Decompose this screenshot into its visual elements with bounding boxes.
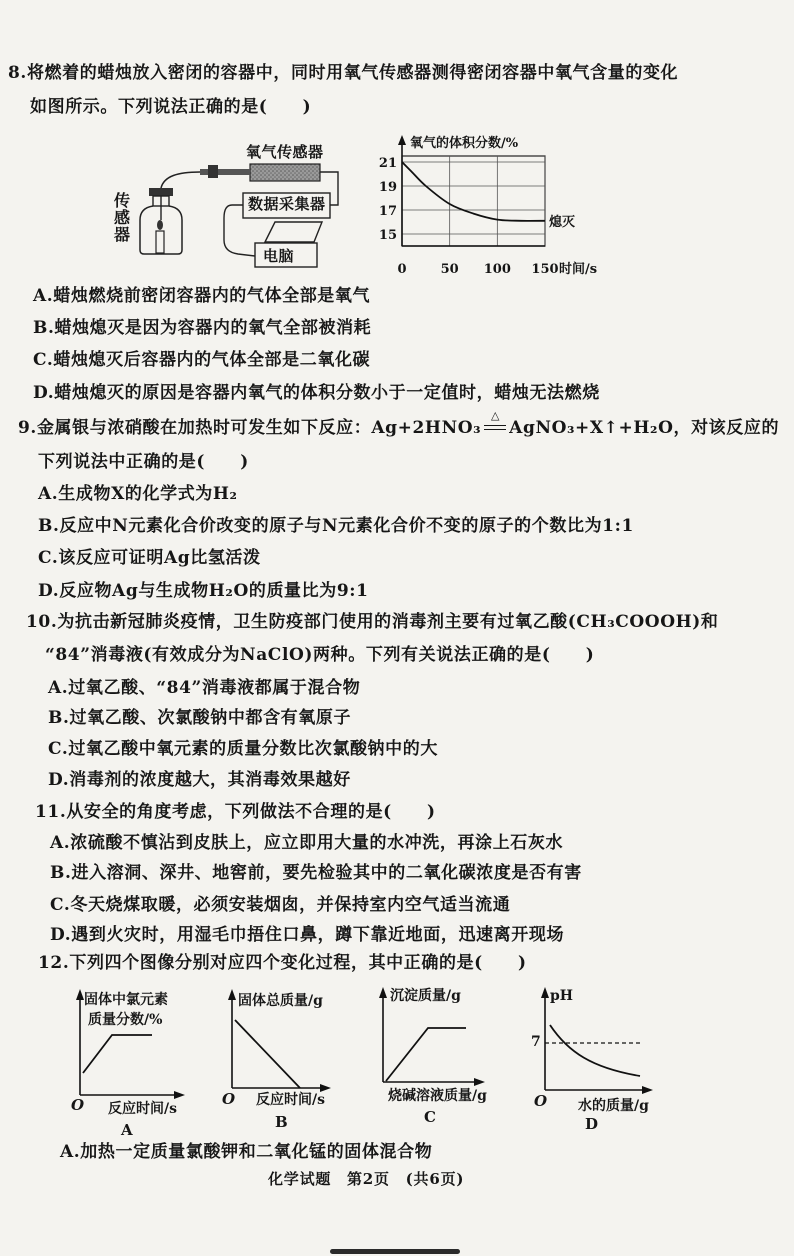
q9-equation-left: Ag+2HNO₃ xyxy=(371,418,482,438)
x-tick-label-150: 150 xyxy=(531,262,559,277)
candle-flame xyxy=(157,220,163,230)
q8-stem-line1: 8.将燃着的蜡烛放入密闭的容器中，同时用氧气传感器测得密闭容器中氧气含量的变化 xyxy=(8,63,679,83)
graph-c-x-arrow xyxy=(474,1078,485,1086)
q9-option-c: C.该反应可证明Ag比氢活泼 xyxy=(38,548,261,568)
q11-option-d: D.遇到火灾时，用湿毛巾捂住口鼻，蹲下靠近地面，迅速离开现场 xyxy=(50,925,565,945)
graph-a-x-arrow xyxy=(174,1091,185,1099)
q10-option-a: A.过氧乙酸、“84”消毒液都属于混合物 xyxy=(48,678,361,698)
candle xyxy=(156,231,164,253)
computer-screen xyxy=(265,222,322,242)
graph-a-origin: O xyxy=(71,1096,85,1114)
graph-a-curve xyxy=(83,1035,152,1073)
x-tick-label-50: 50 xyxy=(440,262,459,277)
graph-d-origin: O xyxy=(534,1092,548,1110)
q9-stem-line2: 下列说法中正确的是( ) xyxy=(38,452,249,472)
x-axis-label: 时间/s xyxy=(559,262,598,277)
q12-stem: 12.下列四个图像分别对应四个变化过程，其中正确的是( ) xyxy=(38,953,527,973)
oxygen-curve xyxy=(402,162,545,221)
q9-option-a: A.生成物X的化学式为H₂ xyxy=(38,484,238,504)
graph-b-y-arrow xyxy=(228,989,236,1000)
oxygen-sensor-body xyxy=(250,164,320,181)
y-axis-label: 氧气的体积分数/% xyxy=(410,136,519,151)
graph-b-xlabel: 反应时间/s xyxy=(256,1092,325,1108)
q12-option-a: A.加热一定质量氯酸钾和二氧化锰的固体混合物 xyxy=(60,1142,433,1162)
oxygen-volume-fraction-chart xyxy=(370,130,620,280)
q8-option-d: D.蜡烛熄灭的原因是容器内氧气的体积分数小于一定值时，蜡烛无法燃烧 xyxy=(33,383,600,403)
graph-d-xlabel: 水的质量/g xyxy=(578,1098,649,1114)
x-tick-label-0: 0 xyxy=(397,262,407,277)
q9-option-d: D.反应物Ag与生成物H₂O的质量比为9:1 xyxy=(38,581,369,601)
y-tick-label-17: 17 xyxy=(378,204,397,219)
q8-option-b: B.蜡烛熄灭是因为容器内的氧气全部被消耗 xyxy=(33,318,372,338)
sensor-probe-rod xyxy=(200,169,250,175)
graph-d-ytick-7: 7 xyxy=(531,1034,541,1050)
q8-stem-line2: 如图所示。下列说法正确的是( ) xyxy=(30,97,312,117)
reaction-heating-condition xyxy=(482,409,508,435)
graph-a-xlabel: 反应时间/s xyxy=(108,1101,177,1117)
q9-option-b: B.反应中N元素化合价改变的原子与N元素化合价不变的原子的个数比为1:1 xyxy=(38,516,634,536)
scan-edge-mark xyxy=(330,1249,460,1254)
graph-b-curve xyxy=(235,1020,300,1088)
sensor-probe-knob xyxy=(208,165,218,178)
q10-option-b: B.过氧乙酸、次氯酸钠中都含有氧原子 xyxy=(48,708,352,728)
graph-d-x-arrow xyxy=(642,1086,653,1094)
graph-b-origin: O xyxy=(222,1090,236,1108)
sensor-vertical-label: 传感器 xyxy=(114,191,131,244)
q9-equation-right: AgNO₃+X↑+H₂O xyxy=(509,418,674,438)
y-axis-arrow xyxy=(398,135,406,145)
graph-d-letter: D xyxy=(585,1115,599,1133)
graph-b-x-arrow xyxy=(320,1084,331,1092)
reaction-equals-sign xyxy=(484,425,506,430)
probe-cable xyxy=(161,172,200,188)
graph-c-y-arrow xyxy=(379,987,387,998)
heating-triangle-icon: △ xyxy=(490,409,500,422)
graph-c-letter: C xyxy=(424,1108,436,1126)
graph-c-xlabel: 烧碱溶液质量/g xyxy=(388,1088,487,1104)
graph-c-ylabel: 沉淀质量/g xyxy=(390,988,461,1004)
graph-c-curve xyxy=(386,1028,466,1081)
computer-label: 电脑 xyxy=(263,247,295,265)
x-tick-label-100: 100 xyxy=(483,262,511,277)
graph-a-ylabel-line2: 质量分数/% xyxy=(88,1012,163,1028)
q9-stem-post: ，对该反应的 xyxy=(673,418,780,438)
page-footer: 化学试题 第2页 (共6页) xyxy=(268,1170,465,1188)
graph-a-y-arrow xyxy=(76,989,84,1000)
q11-option-c: C.冬天烧煤取暖，必须安装烟囱，并保持室内空气适当流通 xyxy=(50,895,511,915)
q9-stem-pre: 9.金属银与浓硝酸在加热时可发生如下反应： xyxy=(18,418,372,438)
q11-option-b: B.进入溶洞、深井、地窖前，要先检验其中的二氧化碳浓度是否有害 xyxy=(50,863,582,883)
graph-a-letter: A xyxy=(121,1121,133,1139)
graph-d-curve xyxy=(550,1025,640,1076)
graph-d-ylabel: pH xyxy=(550,988,574,1004)
plot-frame xyxy=(402,156,545,246)
q10-stem-line1: 10.为抗击新冠肺炎疫情，卫生防疫部门使用的消毒剂主要有过氧乙酸(CH₃COOOH)和 xyxy=(26,612,719,632)
q11-option-a: A.浓硫酸不慎沾到皮肤上，应立即用大量的水冲洗，再涂上石灰水 xyxy=(50,833,564,853)
extinguished-annotation: 熄灭 xyxy=(549,214,576,230)
q10-option-c: C.过氧乙酸中氧元素的质量分数比次氯酸钠中的大 xyxy=(48,739,438,759)
q9-stem-line1 xyxy=(18,409,780,438)
q8-option-a: A.蜡烛燃烧前密闭容器内的气体全部是氧气 xyxy=(33,286,371,306)
graph-b-letter: B xyxy=(275,1113,288,1131)
y-tick-label-15: 15 xyxy=(378,228,397,243)
q10-stem-line2: “84”消毒液(有效成分为NaClO)两种。下列有关说法正确的是( ) xyxy=(45,645,595,665)
data-collector-label: 数据采集器 xyxy=(248,195,326,213)
graph-a-ylabel-line1: 固体中氯元素 xyxy=(84,992,168,1008)
bottle-stopper xyxy=(149,188,173,196)
y-tick-label-21: 21 xyxy=(378,156,397,171)
q8-option-c: C.蜡烛熄灭后容器内的气体全部是二氧化碳 xyxy=(33,350,371,370)
q11-stem: 11.从安全的角度考虑，下列做法不合理的是( ) xyxy=(35,802,436,822)
graph-d-y-arrow xyxy=(541,987,549,998)
graph-b-ylabel: 固体总质量/g xyxy=(238,993,323,1009)
oxygen-sensor-label: 氧气传感器 xyxy=(246,143,324,161)
y-tick-label-19: 19 xyxy=(378,180,397,195)
q10-option-d: D.消毒剂的浓度越大，其消毒效果越好 xyxy=(48,770,351,790)
